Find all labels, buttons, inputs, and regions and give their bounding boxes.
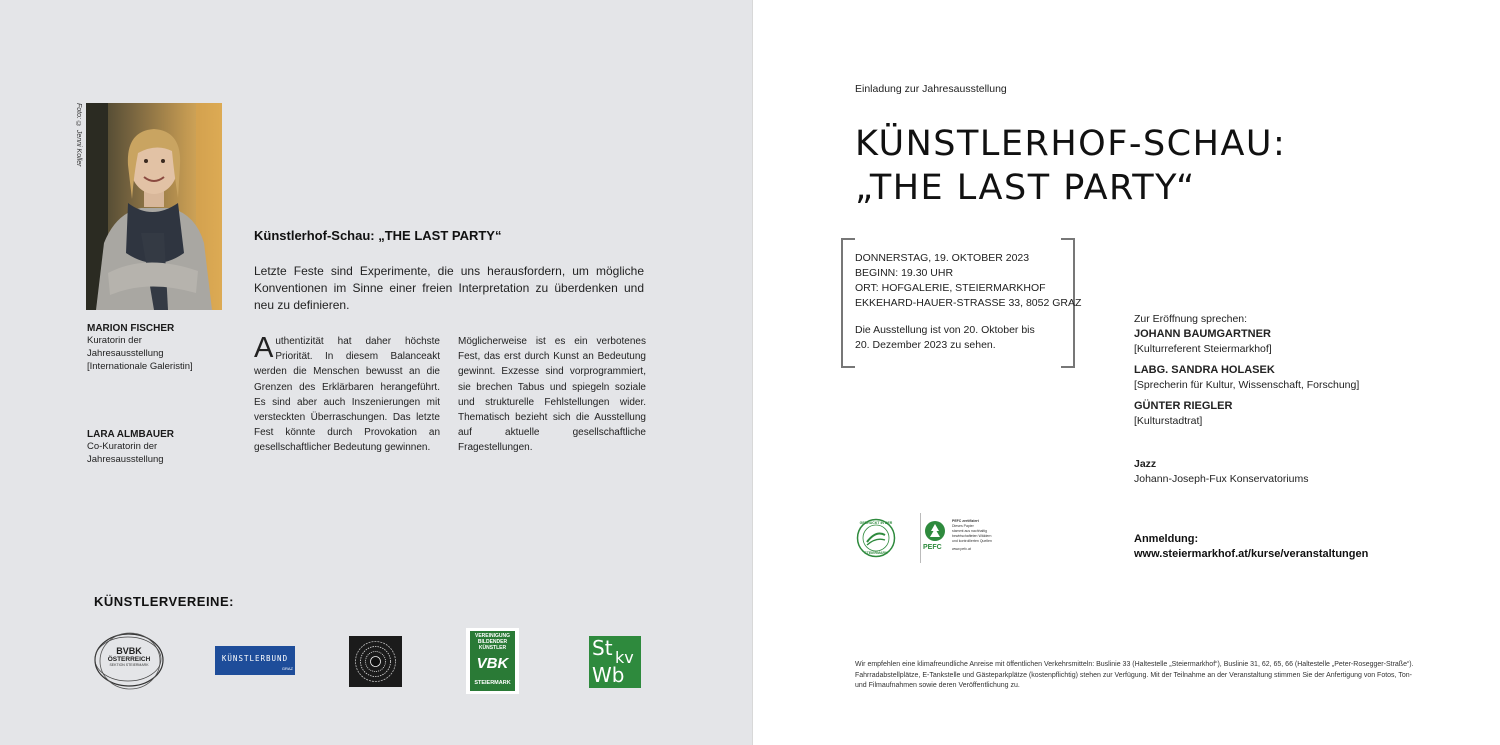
- article-column-1: [254, 334, 440, 456]
- music-info: [1134, 457, 1309, 487]
- registration: [1134, 532, 1368, 562]
- registration-url[interactable]: www.steiermarkhof.at/kurse/veranstaltungen: [1134, 548, 1369, 560]
- right-page: [752, 0, 1500, 745]
- stkv-logo-text: Wb: [592, 663, 625, 687]
- drop-cap: A: [254, 332, 274, 364]
- speakers-intro: Zur Eröffnung sprechen:: [1134, 313, 1248, 325]
- pefc-badge: [920, 513, 994, 563]
- event-info: [855, 251, 1081, 353]
- spiral-logo: [349, 636, 402, 687]
- column-1-text: uthentizität hat daher höchste Priorität. In diesem Balanceakt werden die Menschen bewusst an die Grenzen des Erklärbaren herangeführt. Es sind aber auch Inszenierungen mit versteckten Überraschungen. Das letzte Fest könnte durch Provokation an gesellschaftlicher Bedeutung gewinnen.: [254, 336, 440, 454]
- speaker-name: GÜNTER RIEGLER: [1134, 400, 1233, 412]
- speaker-name: LABG. SANDRA HOLASEK: [1134, 364, 1275, 376]
- bvbk-logo-text: BVBK: [116, 646, 142, 656]
- bvbk-logo-text: SEKTION STEIERMARK: [109, 663, 149, 667]
- jazz-text: Johann-Joseph-Fux Konservatoriums: [1134, 473, 1309, 485]
- article-title: Künstlerhof-Schau: „THE LAST PARTY“: [254, 228, 502, 243]
- registration-title: Anmeldung:: [1134, 533, 1199, 545]
- pefc-text: PEFC zertifiziert Dieses Papier stammt aus nachhaltig bewirtschafteten Wäldern und kontrollierten Quellen www.pefc.at: [952, 519, 992, 551]
- event-title: [855, 122, 1286, 210]
- curator-photo: [86, 103, 222, 310]
- travel-footnote: Wir empfehlen eine klimafreundliche Anreise mit öffentlichen Verkehrsmitteln: Buslinie 33 (Haltestelle „Steiermarkhof“), Buslinie 31, 62, 65, 66 (Haltestelle „Peter-Rosegger-Straße“). Fahrradabstellplätze, E-Tankstelle und Gästeparkplätze (kostenpflichtig) stehen zur Verfügung. Mit der Teilnahme an der Veranstaltung stimmen Sie der Anfertigung von Fotos, Ton- und Filmaufnahmen sowie deren Veröffentlichung zu.: [855, 661, 1414, 689]
- vbk-logo-monogram: VBK: [476, 655, 509, 672]
- speaker-role: [Kulturstadtrat]: [1134, 415, 1203, 427]
- speaker: [1134, 327, 1359, 357]
- info-bracket-left: [841, 238, 855, 368]
- speaker: [1134, 399, 1359, 429]
- vbk-logo-text: KÜNSTLER: [478, 645, 507, 651]
- exhibition-run-1: Die Ausstellung ist von 20. Oktober bis: [855, 324, 1035, 336]
- person-role-line: [Internationale Galeristin]: [87, 361, 193, 372]
- speakers: [1134, 312, 1359, 435]
- person-role-line: Kuratorin der: [87, 335, 142, 346]
- person-lara-almbauer: [87, 429, 174, 466]
- speaker-role: [Kulturreferent Steiermarkhof]: [1134, 343, 1272, 355]
- kuenstlerbund-logo-text: KÜNSTLERBUND: [221, 654, 289, 663]
- bvbk-logo: [92, 630, 166, 690]
- steiermark-print-seal: [856, 518, 896, 558]
- kuenstlerbund-logo: [215, 646, 295, 675]
- event-title-line-2: „THE LAST PARTY“: [855, 168, 1196, 208]
- vbk-logo-text: STEIERMARK: [474, 680, 511, 686]
- kuenstlerbund-logo-text: GRAZ: [281, 666, 293, 671]
- vbk-logo-text: VEREINIGUNG: [474, 633, 510, 639]
- pefc-label: PEFC: [923, 544, 942, 551]
- person-marion-fischer: [87, 323, 193, 373]
- exhibition-run-2: 20. Dezember 2023 zu sehen.: [855, 339, 996, 351]
- person-role-line: Co-Kuratorin der: [87, 441, 158, 452]
- event-place: ORT: HOFGALERIE, STEIERMARKHOF: [855, 282, 1046, 294]
- event-date: DONNERSTAG, 19. OKTOBER 2023: [855, 252, 1030, 264]
- speaker-role: [Sprecherin für Kultur, Wissenschaft, Forschung]: [1134, 379, 1360, 391]
- stkv-logo-text: St: [592, 636, 613, 660]
- invitation-label: Einladung zur Jahresausstellung: [855, 83, 1007, 95]
- person-role-line: Jahresausstellung: [87, 348, 164, 359]
- stkv-logo-text: kv: [615, 648, 634, 667]
- speaker-name: JOHANN BAUMGARTNER: [1134, 328, 1271, 340]
- vbk-logo-text: BILDENDER: [477, 639, 508, 645]
- vbk-logo: [466, 628, 519, 694]
- event-address: EKKEHARD-HAUER-STRASSE 33, 8052 GRAZ: [855, 297, 1082, 309]
- photo-credit: Foto: © Jenni Koller: [75, 103, 82, 167]
- kuenstlervereine-title: KÜNSTLERVEREINE:: [94, 594, 234, 609]
- speaker: [1134, 363, 1359, 393]
- person-role-line: Jahresausstellung: [87, 454, 164, 465]
- bvbk-logo-text: ÖSTERREICH: [107, 656, 151, 663]
- jazz-title: Jazz: [1134, 458, 1157, 470]
- person-name: MARION FISCHER: [87, 323, 175, 334]
- event-begin: BEGINN: 19.30 UHR: [855, 267, 954, 279]
- event-title-line-1: KÜNSTLERHOF-SCHAU:: [855, 124, 1287, 164]
- person-name: LARA ALMBAUER: [87, 429, 175, 440]
- pefc-tree-icon: [924, 520, 946, 542]
- seal-text: GEDRUCKT IN DER: [859, 521, 893, 525]
- seal-text: STEIERMARK: [864, 551, 888, 555]
- stkv-logo: [589, 636, 641, 688]
- article-column-2: Möglicherweise ist es ein verbotenes Fest, das erst durch Kunst an Bedeutung gewinnt. Exzesse sind vorprogrammiert, sie brechen Tabus und spiegeln soziale und strukturelle Fehlstellungen wider. Thematisch bezieht sich die Ausstellung auf aktuelle gesellschaftliche Fragestellungen.: [458, 336, 646, 454]
- article-lead: Letzte Feste sind Experimente, die uns herausfordern, um mögliche Konventionen im Sinne einer freien Interpretation zu überdenken und neu zu definieren.: [254, 264, 644, 312]
